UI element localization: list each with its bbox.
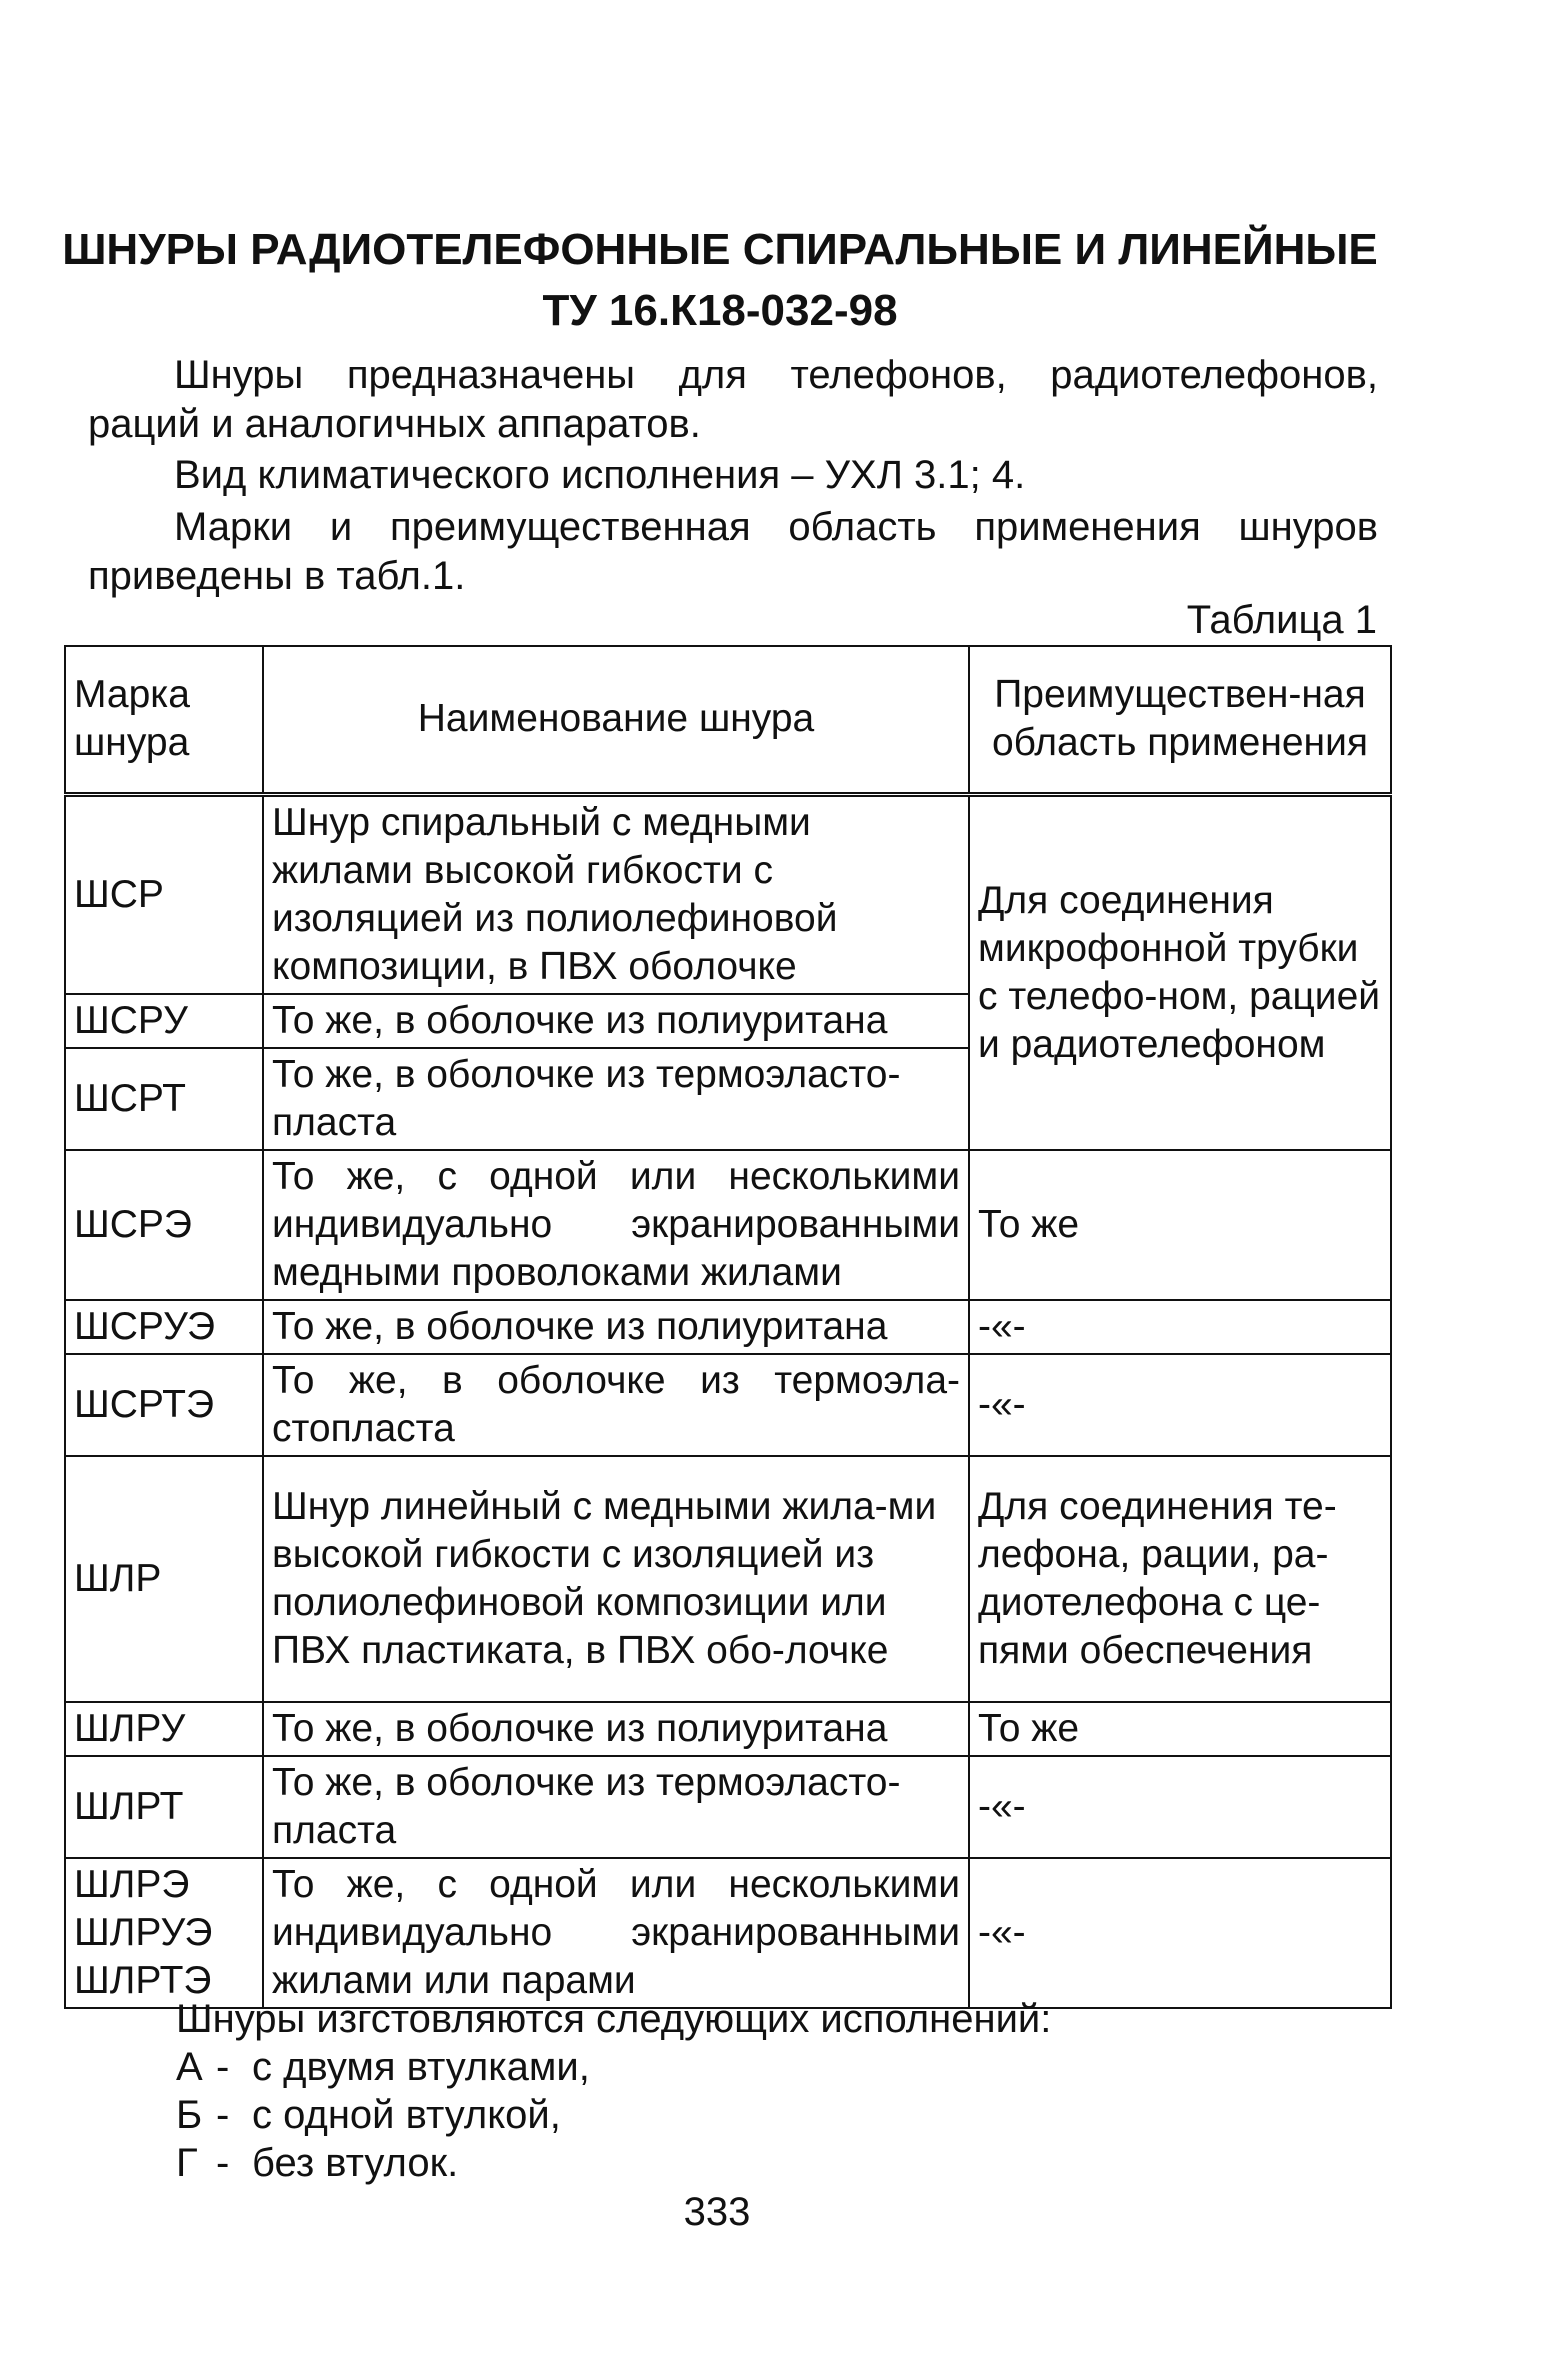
variant-code: Б	[176, 2093, 203, 2137]
table-row	[65, 1354, 1391, 1456]
cell-mark: ШЛР	[65, 1456, 263, 1702]
cords-table	[64, 645, 1392, 2009]
cell-mark: ШСРЭ	[65, 1150, 263, 1300]
cell-name: Шнур линейный с медными жила-ми высокой гибкости с изоляцией из полиолефиновой композиции или ПВХ пластиката, в ПВХ обо-лочке	[263, 1456, 969, 1702]
variant-code: А	[176, 2045, 203, 2089]
cell-name: Шнур спиральный с медными жилами высокой гибкости с изоляцией из полиолефиновой композиции, в ПВХ оболочке	[263, 794, 969, 994]
cell-application: -«-	[969, 1354, 1391, 1456]
table-header-row	[65, 646, 1391, 794]
variant-text: с одной втулкой,	[252, 2093, 561, 2137]
variant-code: Г	[176, 2141, 198, 2185]
intro-paragraph-line-1: Шнуры предназначены для телефонов, радиотелефонов,	[174, 353, 1378, 397]
cell-name: То же, в оболочке из полиуритана	[263, 994, 969, 1048]
cell-application: -«-	[969, 1858, 1391, 2008]
cell-application: То же	[969, 1150, 1391, 1300]
table-row	[65, 1702, 1391, 1756]
marks-paragraph-line-2: приведены в табл.1.	[88, 554, 466, 598]
cell-name: То же, в оболочке из термоэласто-пласта	[263, 1756, 969, 1858]
table-caption: Таблица 1	[1186, 598, 1377, 642]
cell-application: То же	[969, 1702, 1391, 1756]
cell-application-merged: Для соединения микрофонной трубки с телефо-ном, рацией и радиотелефоном	[969, 794, 1391, 1150]
variant-dash: -	[216, 2141, 230, 2185]
cell-name: То же, в оболочке из полиуритана	[263, 1702, 969, 1756]
cell-name: То же, с одной или несколькими индивидуально экранированными жилами или парами	[263, 1858, 969, 2008]
cell-mark: ШСРТ	[65, 1048, 263, 1150]
cell-application: -«-	[969, 1300, 1391, 1354]
cell-name: То же, с одной или несколькими индивидуально экранированными медными проволоками жилами	[263, 1150, 969, 1300]
table-row	[65, 1858, 1391, 2008]
variant-text: с двумя втулками,	[252, 2045, 590, 2089]
table-row	[65, 1300, 1391, 1354]
cell-mark: ШЛРУ	[65, 1702, 263, 1756]
cell-application: Для соединения те-лефона, рации, ра-диотелефона с це-пями обеспечения	[969, 1456, 1391, 1702]
cell-name: То же, в оболочке из термоэласто-пласта	[263, 1048, 969, 1150]
variant-item	[176, 2091, 561, 2139]
cell-mark: ШСР	[65, 794, 263, 994]
table-row	[65, 1756, 1391, 1858]
cell-mark: ШЛРТ	[65, 1756, 263, 1858]
intro-paragraph-line-2: раций и аналогичных аппаратов.	[88, 402, 701, 446]
variants-intro: Шнуры изгстовляются следующих исполнений:	[176, 1997, 1052, 2041]
header-mark: Марка шнура	[65, 646, 263, 794]
climate-paragraph: Вид климатического исполнения – УХЛ 3.1; 4.	[174, 453, 1026, 497]
header-name: Наименование шнура	[263, 646, 969, 794]
variant-text: без втулок.	[252, 2141, 459, 2185]
variant-dash: -	[216, 2093, 230, 2137]
variant-item	[176, 2043, 590, 2091]
table-row	[65, 794, 1391, 994]
marks-paragraph-line-1: Марки и преимущественная область применения шнуров	[174, 505, 1378, 549]
cell-name: То же, в оболочке из термоэла-стопласта	[263, 1354, 969, 1456]
table-row	[65, 1150, 1391, 1300]
variant-item	[176, 2139, 458, 2187]
cell-mark: ШСРТЭ	[65, 1354, 263, 1456]
cell-application: -«-	[969, 1756, 1391, 1858]
header-application: Преимуществен-ная область применения	[969, 646, 1391, 794]
table-row	[65, 1456, 1391, 1702]
document-title: ШНУРЫ РАДИОТЕЛЕФОННЫЕ СПИРАЛЬНЫЕ И ЛИНЕЙНЫЕ	[62, 225, 1378, 274]
cell-mark: ШСРУ	[65, 994, 263, 1048]
variant-dash: -	[216, 2045, 230, 2089]
page-number: 333	[683, 2190, 751, 2234]
cell-mark: ШСРУЭ	[65, 1300, 263, 1354]
cell-mark: ШЛРЭ ШЛРУЭ ШЛРТЭ	[65, 1858, 263, 2008]
document-standard-code: ТУ 16.К18-032-98	[542, 286, 898, 335]
cell-name: То же, в оболочке из полиуритана	[263, 1300, 969, 1354]
